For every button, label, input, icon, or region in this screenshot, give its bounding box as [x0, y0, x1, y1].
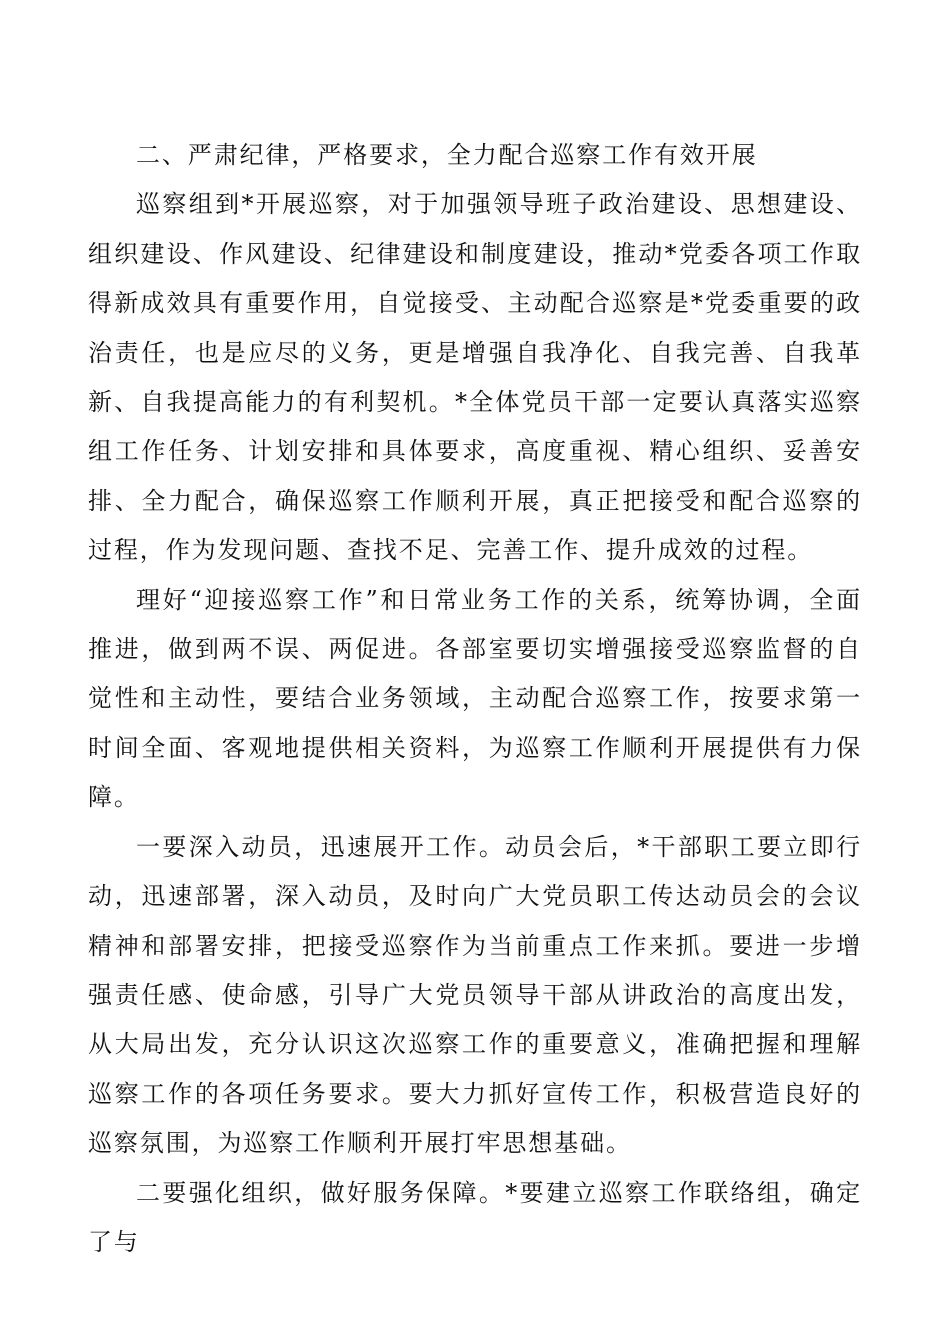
document-page: [88, 131, 862, 1267]
section-heading: 二、严肃纪律，严格要求，全力配合巡察工作有效开展: [136, 141, 758, 169]
paragraph-4: 二要强化组织，做好服务保障。*要建立巡察工作联络组，确定了与: [88, 1178, 862, 1256]
paragraph-3: 一要深入动员，迅速展开工作。动员会后，*干部职工要立即行动，迅速部署，深入动员，及时向广大党员职工传达动员会的会议精神和部署安排，把接受巡察作为当前重点工作来抓。要进一步增强责任感、使命感，引导广大党员领导干部从讲政治的高度出发，从大局出发，充分认识这次巡察工作的重要意义，准确把握和理解巡察工作的各项任务要求。要大力抓好宣传工作，积极营造良好的巡察氛围，为巡察工作顺利开展打牢思想基础。: [88, 832, 862, 1158]
paragraph-2: 理好“迎接巡察工作”和日常业务工作的关系，统筹协调，全面推进，做到两不误、两促进。各部室要切实增强接受巡察监督的自觉性和主动性，要结合业务领域，主动配合巡察工作，按要求第一时间全面、客观地提供相关资料，为巡察工作顺利开展提供有力保障。: [88, 585, 862, 812]
paragraph-1: 巡察组到*开展巡察，对于加强领导班子政治建设、思想建设、组织建设、作风建设、纪律建设和制度建设，推动*党委各项工作取得新成效具有重要作用，自觉接受、主动配合巡察是*党委重要的政治责任，也是应尽的义务，更是增强自我净化、自我完善、自我革新、自我提高能力的有利契机。*全体党员干部一定要认真落实巡察组工作任务、计划安排和具体要求，高度重视、精心组织、妥善安排、全力配合，确保巡察工作顺利开展，真正把接受和配合巡察的过程，作为发现问题、查找不足、完善工作、提升成效的过程。: [88, 190, 862, 565]
